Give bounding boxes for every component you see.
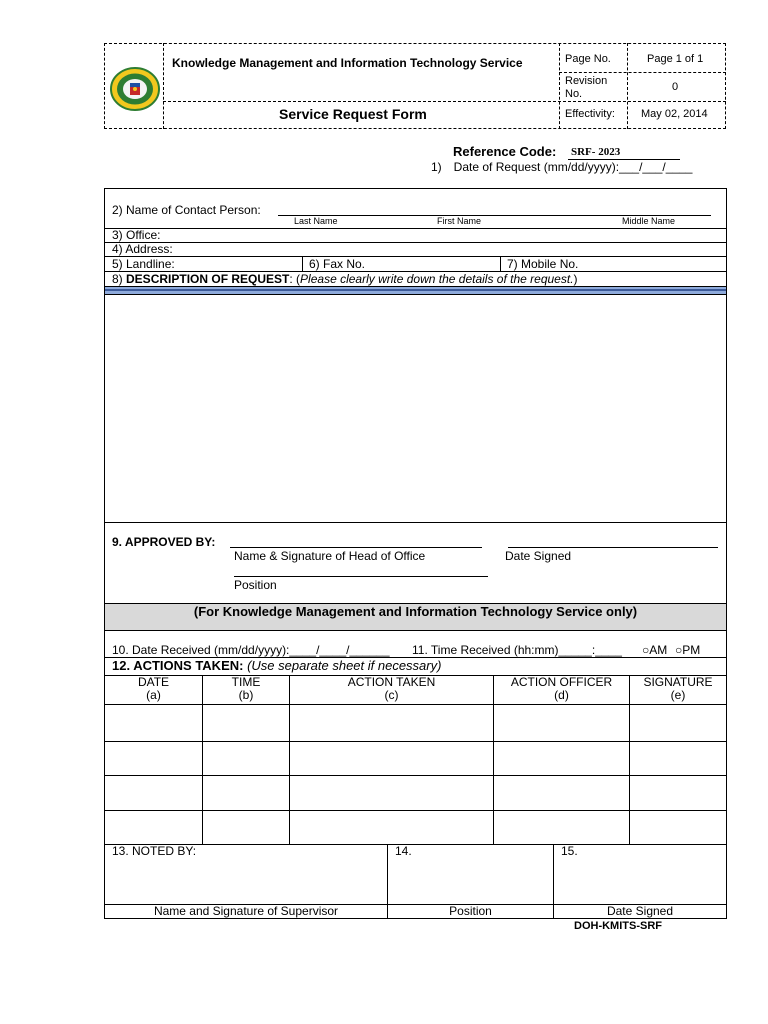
row-divider: [105, 256, 726, 257]
last-name-caption: Last Name: [294, 216, 338, 226]
header-divider: [163, 101, 726, 102]
supervisor-position-field[interactable]: [388, 860, 553, 904]
column-sub: (c): [384, 688, 399, 702]
column-title: ACTION OFFICER: [510, 675, 613, 689]
column-sub: (a): [146, 688, 161, 702]
column-header-action-officer: [494, 676, 629, 702]
approver-position-line[interactable]: [234, 576, 488, 577]
office-field[interactable]: 3) Office:: [112, 228, 161, 242]
form-title: Service Request Form: [279, 106, 427, 122]
column-title: SIGNATURE: [643, 675, 713, 689]
description-area[interactable]: [105, 296, 726, 522]
column-header-signature: [630, 676, 726, 702]
pm-label: PM: [682, 643, 701, 657]
am-label: AM: [649, 643, 668, 657]
revision-label: Revision: [565, 75, 608, 87]
am-option[interactable]: [642, 643, 667, 657]
kmits-banner-text: (For Knowledge Management and Information Technology Service only): [193, 604, 638, 619]
approver-name-caption: Name & Signature of Head of Office: [234, 549, 426, 563]
noted-15-label: 15.: [561, 844, 578, 858]
column-header-date: [105, 676, 202, 702]
table-row[interactable]: [105, 810, 726, 811]
page-no-label: Page No.: [565, 53, 611, 65]
reference-value[interactable]: SRF- 2023: [571, 146, 621, 158]
column-header-time: [203, 676, 289, 702]
date-of-request[interactable]: 1) Date of Request (mm/dd/yyyy):___/___/____: [431, 160, 693, 174]
supervisor-signature-field[interactable]: [105, 860, 387, 904]
fax-field[interactable]: 6) Fax No.: [309, 257, 366, 271]
table-row[interactable]: [105, 775, 726, 776]
column-sub: (d): [554, 688, 569, 702]
address-field[interactable]: 4) Address:: [112, 242, 173, 256]
actions-taken-label: [112, 658, 441, 673]
form-code: DOH-KMITS-SRF: [574, 920, 662, 932]
header-divider: [627, 43, 628, 129]
column-sub: (e): [670, 688, 686, 702]
actions-hint: (Use separate sheet if necessary): [243, 658, 442, 673]
first-name-caption: First Name: [437, 216, 482, 226]
am-radio-icon[interactable]: ○: [642, 643, 650, 657]
column-title: ACTION TAKEN: [347, 675, 436, 689]
page-no-value: Page 1 of 1: [647, 53, 704, 65]
column-title: TIME: [231, 675, 261, 689]
doh-seal-icon: [110, 67, 160, 111]
approver-date-caption: Date Signed: [505, 549, 572, 563]
row-divider: [105, 228, 726, 229]
noted-14-label: 14.: [395, 844, 412, 858]
cell-divider: [302, 256, 303, 271]
row-divider: [105, 242, 726, 243]
effectivity-value: May 02, 2014: [641, 108, 708, 120]
description-band-stripe: [105, 289, 726, 291]
supervisor-position-caption: Position: [449, 904, 492, 918]
header-divider: [163, 43, 164, 129]
description-colon: : (: [289, 272, 301, 286]
effectivity-label: Effectivity:: [565, 108, 615, 120]
cell-divider: [500, 256, 501, 271]
description-num: 8): [112, 272, 127, 286]
header-divider: [559, 43, 560, 129]
column-header-action-taken: [290, 676, 493, 702]
reference-label: Reference Code:: [453, 144, 557, 159]
revision-value: 0: [672, 81, 679, 93]
middle-name-caption: Middle Name: [622, 216, 676, 226]
column-sub: (b): [238, 688, 254, 702]
table-row[interactable]: [105, 704, 726, 705]
revision-label-2: No.: [565, 88, 583, 100]
description-close: ): [573, 272, 578, 286]
pm-radio-icon[interactable]: ○: [675, 643, 683, 657]
approver-position-caption: Position: [234, 578, 277, 592]
column-title: DATE: [137, 675, 170, 689]
landline-field[interactable]: 5) Landline:: [112, 257, 175, 271]
supervisor-name-caption: Name and Signature of Supervisor: [153, 904, 339, 918]
contact-name-label: 2) Name of Contact Person:: [112, 203, 261, 217]
description-title: DESCRIPTION OF REQUEST: [126, 272, 290, 286]
approver-date-line[interactable]: [508, 547, 718, 548]
supervisor-date-caption: Date Signed: [606, 904, 674, 918]
pm-option[interactable]: [675, 643, 700, 657]
date-received-field[interactable]: 10. Date Received (mm/dd/yyyy):____/____/______: [112, 643, 390, 657]
approved-by-label: 9. APPROVED BY:: [112, 535, 216, 549]
time-received-field[interactable]: 11. Time Received (hh:mm)_____:____: [412, 643, 622, 657]
actions-title: 12. ACTIONS TAKEN:: [112, 658, 244, 673]
noted-by-label: 13. NOTED BY:: [112, 844, 197, 858]
table-row[interactable]: [105, 741, 726, 742]
description-label: [112, 272, 578, 286]
header-divider: [559, 72, 726, 73]
mobile-field[interactable]: 7) Mobile No.: [507, 257, 579, 271]
approver-signature-line[interactable]: [230, 547, 482, 548]
supervisor-date-field[interactable]: [554, 860, 726, 904]
org-name: Knowledge Management and Information Technology Service: [172, 56, 523, 70]
description-hint: Please clearly write down the details of the request.: [300, 272, 574, 286]
